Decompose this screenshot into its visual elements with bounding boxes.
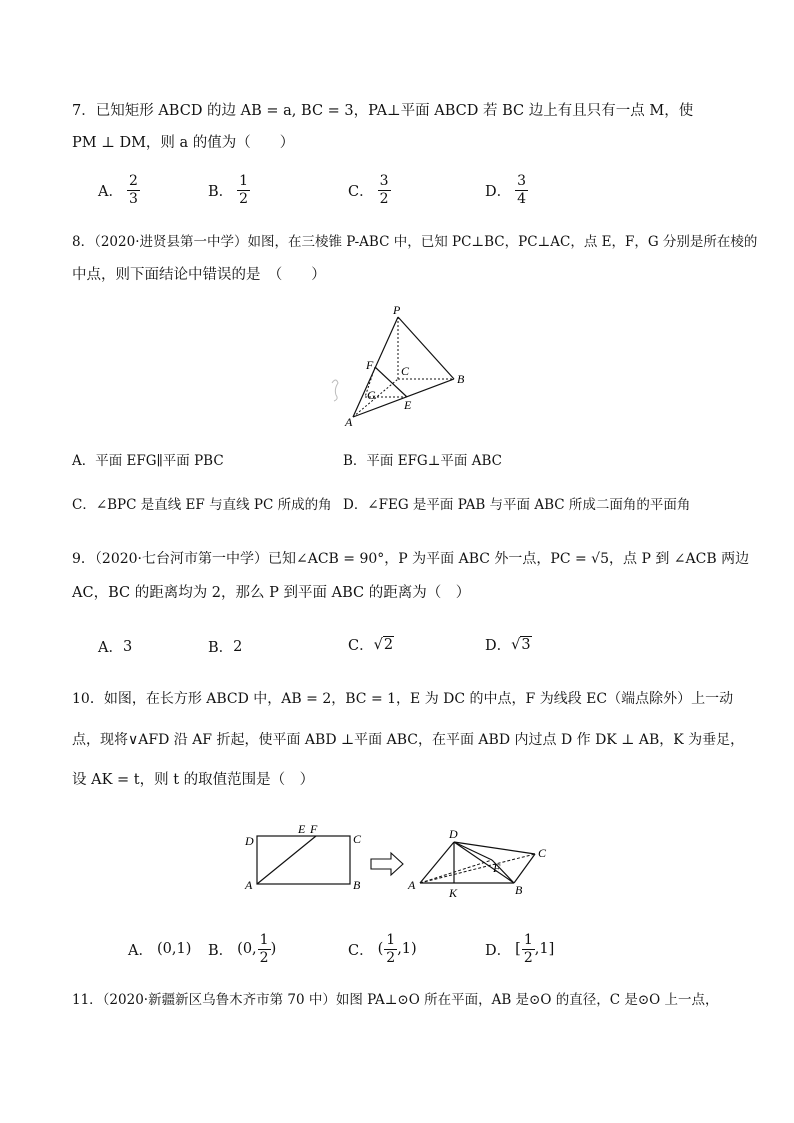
q11-stem-line1: 11．（2020·新疆新区乌鲁木齐市第 70 中）如图 PA⊥⊙O 所在平面，AB 是⊙O 的直径，C 是⊙O 上一点， <box>72 992 719 1008</box>
left-label-F: F <box>310 822 318 836</box>
q10-stem-line1: 10．如图，在长方形 ABCD 中，AB = 2，BC = 1，E 为 DC 的中点，F 为线段 EC（端点除外）上一动 <box>72 691 734 707</box>
sqrt-expression: √ 2 <box>373 637 394 653</box>
fraction: $\frac{3}{4}$ <box>517 173 527 207</box>
label-F: F <box>366 358 374 372</box>
rectangle-ABCD <box>257 836 350 884</box>
right-label-A: A <box>408 878 416 892</box>
q10-option-b[interactable]: B． (0, $\frac{1}{2}$ ) <box>208 931 277 966</box>
q7-stem-line1: 7．已知矩形 ABCD 的边 AB = a, BC = 3，PA⊥平面 ABCD 若 BC 边上有且只有一点 M，使 <box>72 103 694 119</box>
label-E: E <box>404 398 412 412</box>
q8-option-d[interactable]: D．∠FEG 是平面 PAB 与平面 ABC 所成二面角的平面角 <box>343 497 691 513</box>
label-A: A <box>345 415 353 429</box>
q8-option-a[interactable]: A．平面 EFG∥平面 PBC <box>72 453 224 469</box>
q8-option-c[interactable]: C．∠BPC 是直线 EF 与直线 PC 所成的角 <box>72 497 332 513</box>
right-label-C: C <box>538 846 547 860</box>
fraction: $\frac{3}{2}$ <box>379 173 389 207</box>
left-label-B: B <box>353 878 361 892</box>
q10-stem-line2: 点，现将∨AFD 沿 AF 折起，使平面 ABD ⊥平面 ABC，在平面 ABD 内过点 D 作 DK ⊥ AB，K 为垂足， <box>72 732 745 748</box>
q8-stem-line2: 中点，则下面结论中错误的是 （ ） <box>72 267 326 283</box>
label-C: C <box>401 364 410 378</box>
q9-stem-line1: 9．（2020·七台河市第一中学）已知∠ACB = 90°，P 为平面 ABC 外一点，PC = √5，点 P 到 ∠ACB 两边 <box>72 551 750 567</box>
fraction: $\frac{1}{2}$ <box>259 931 269 966</box>
q9-stem-line2: AC，BC 的距离均为 2，那么 P 到平面 ABC 的距离为（ ） <box>72 585 471 601</box>
q7-option-b[interactable]: B． $\frac{1}{2}$ <box>208 173 249 207</box>
q9-option-d[interactable]: D． √ 3 <box>485 637 531 654</box>
edge-DA <box>420 842 454 883</box>
fraction: $\frac{1}{2}$ <box>239 173 249 207</box>
q8-tetrahedron-figure <box>320 305 480 430</box>
q7-option-c[interactable]: C． $\frac{3}{2}$ <box>348 173 389 207</box>
q10-option-c[interactable]: C． ( $\frac{1}{2}$ ,1) <box>348 931 417 966</box>
label-P: P <box>393 305 401 317</box>
margin-mark <box>332 380 338 401</box>
q10-option-a[interactable]: A． (0,1) <box>128 941 192 959</box>
q9-option-c[interactable]: C． √ 2 <box>348 637 394 654</box>
q10-stem-line3: 设 AK = t，则 t 的取值范围是（ ） <box>72 772 315 788</box>
q8-option-b[interactable]: B．平面 EFG⊥平面 ABC <box>343 453 502 469</box>
q10-fold-figure <box>235 820 565 900</box>
q10-option-d[interactable]: D． [ $\frac{1}{2}$ ,1] <box>485 931 555 966</box>
right-arrow-icon <box>371 853 403 875</box>
segment-AF <box>257 836 316 884</box>
sqrt-expression: √ 3 <box>511 637 531 653</box>
q9-option-b[interactable]: B． 2 <box>208 638 243 656</box>
q7-stem-line2: PM ⊥ DM，则 a 的值为（ ） <box>72 135 295 151</box>
fraction: $\frac{2}{3}$ <box>128 173 138 207</box>
right-label-K: K <box>449 886 458 900</box>
label-B: B <box>457 372 465 386</box>
right-label-D: D <box>449 827 458 841</box>
q7-option-a[interactable]: A． $\frac{2}{3}$ <box>98 173 138 207</box>
q7-option-d[interactable]: D． $\frac{3}{4}$ <box>485 173 527 207</box>
fraction: $\frac{1}{2}$ <box>523 931 533 966</box>
dashed-AF <box>420 860 492 883</box>
right-label-B: B <box>515 883 523 897</box>
left-label-A: A <box>245 878 253 892</box>
q8-stem-line1: 8．（2020·进贤县第一中学）如图，在三棱锥 P-ABC 中，已知 PC⊥BC，PC⊥AC，点 E，F，G 分别是所在棱的 <box>72 234 758 250</box>
right-label-F: F <box>493 861 501 875</box>
left-label-C: C <box>353 832 362 846</box>
left-label-E: E <box>298 822 306 836</box>
q9-option-a[interactable]: A． 3 <box>98 638 133 656</box>
left-label-D: D <box>245 834 254 848</box>
label-G: G <box>367 388 376 402</box>
fraction: $\frac{1}{2}$ <box>386 931 396 966</box>
